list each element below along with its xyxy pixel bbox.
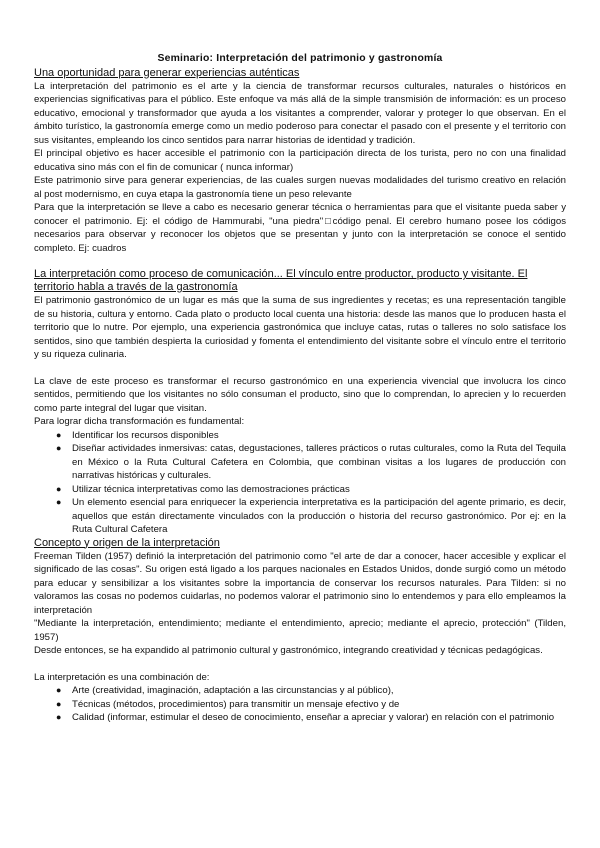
list-item: ● Arte (creatividad, imaginación, adaptación a las circunstancias y al público),	[56, 685, 394, 696]
section-heading-comunicacion: La interpretación como proceso de comunicación... El vínculo entre productor, producto y visitante. El territorio habla a través de la gastronomía	[34, 268, 528, 293]
paragraph: Este patrimonio sirve para generar experiencias, de las cuales surgen nuevas modalidades del turismo creativo en relación al post modernismo, en cuya etapa la gastronomía tiene un peso relevante	[34, 175, 566, 200]
bullet-icon: ●	[56, 443, 62, 453]
section-heading-concepto: Concepto y origen de la interpretación	[34, 536, 220, 549]
paragraph: El principal objetivo es hacer accesible el patrimonio con la participación directa de los turista, pero no con una finalidad educativa sino más con el fin de comunicar ( nunca informar)	[34, 148, 566, 173]
list-intro: La interpretación es una combinación de:	[34, 671, 210, 683]
paragraph: El patrimonio gastronómico de un lugar es más que la suma de sus ingredientes y recetas; es una representación tangible de su historia, cultura y entorno. Cada plato o producto local cuenta una historia: desde las manos que lo producen hasta el territorio que lo nutre. Por ejemplo, una experiencia gastronómica que incluye catas, rutas o talleres no solo satisface los sentidos, sino que también despierta la curiosidad y fomenta el entendimiento del visitante sobre el vínculo entre el territorio y su riqueza culinaria.	[34, 295, 566, 360]
bullet-icon: ●	[56, 429, 62, 440]
paragraph: La clave de este proceso es transformar el recurso gastronómico en una experiencia vivencial que involucra los cinco sentidos, permitiendo que los visitantes no sólo consuman el producto, sino que lo comprendan, lo aprecien y lo recuerden como parte integral del lugar que visitan.	[34, 375, 566, 414]
paragraph: Freeman Tilden (1957) definió la interpretación del patrimonio como "el arte de dar a conocer, hacer accesible y explicar el significado de las cosas". Su origen está ligado a los parques nacionales en Estados Unidos, donde surgió como un método para educar y sensibilizar a los visitantes sobre la importancia de conservar los recursos naturales. Para Tilden: si no valoramos las cosas no podemos cuidarlas, no podemos valorar el patrimonio sino lo entendemos y para ello empleamos la interpretación	[34, 550, 566, 616]
list-item: ● Técnicas (métodos, procedimientos) para transmitir un mensaje efectivo y de	[56, 698, 400, 710]
bullet-list	[34, 429, 566, 537]
document-title: Seminario: Interpretación del patrimonio y gastronomía	[157, 53, 443, 64]
list-item: ● Utilizar técnica interpretativas como las demostraciones prácticas	[56, 483, 350, 495]
bullet-icon: ●	[56, 685, 62, 695]
bullet-icon: ●	[56, 497, 62, 507]
bullet-icon: ●	[56, 483, 62, 494]
list-item: ● Calidad (informar, estimular el deseo de conocimiento, enseñar a apreciar y valorar) en relación con el patrimonio	[56, 712, 555, 723]
paragraph: Para que la interpretación se lleve a cabo es necesario generar técnica o herramientas para que el visitante pueda saber y conocer el patrimonio. Ej: el código de Hammurabi, "una piedra"□código penal. El cerebro humano posee los códigos necesarios para observar y reconocer los objetos que se presentan y junto con la interpretación se conoce el sentido completo. Ej: cuadros	[34, 202, 566, 254]
document-page	[34, 52, 566, 725]
list-item: ● Identificar los recursos disponibles	[56, 429, 219, 441]
section-heading-oportunidad: Una oportunidad para generar experiencias auténticas	[34, 66, 300, 79]
bullet-list	[34, 684, 566, 725]
paragraph: La interpretación del patrimonio es el arte y la ciencia de transformar recursos culturales, naturales o históricos en experiencias significativas para el público. Este enfoque va más allá de la simple transmisión de información: es un proceso educativo, emocional y transformador que ayuda a los visitantes a comprender, valorar y proteger lo que observan. En el ámbito turístico, la gastronomía emerge como un medio poderoso para conectar el pasado con el presente y el territorio con sus visitantes, empleando los cinco sentidos para narrar historias de identidad y tradición.	[34, 80, 566, 146]
quote: "Mediante la interpretación, entendimiento; mediante el entendimiento, aprecio; mediante el aprecio, protección" (Tilden, 1957)	[34, 618, 566, 643]
list-item: ● Un elemento esencial para enriquecer la experiencia interpretativa es la participación del agente primario, es decir, aquellos que están directamente vinculados con la producción o historia del recurso gastronómico. Por ej: en la Ruta Cultural Cafetera	[56, 497, 566, 535]
list-intro: Para lograr dicha transformación es fundamental:	[34, 416, 245, 427]
paragraph: Desde entonces, se ha expandido al patrimonio cultural y gastronómico, integrando creatividad y técnicas pedagógicas.	[34, 645, 543, 656]
bullet-icon: ●	[56, 698, 62, 709]
list-item: ● Diseñar actividades inmersivas: catas, degustaciones, talleres prácticos o rutas culturales, como la Ruta del Tequila en México o la Ruta Cultural Cafetera en Colombia, que combinan visitas a los lugares de producción con narrativas históricas y culturales.	[56, 443, 566, 481]
bullet-icon: ●	[56, 712, 62, 722]
